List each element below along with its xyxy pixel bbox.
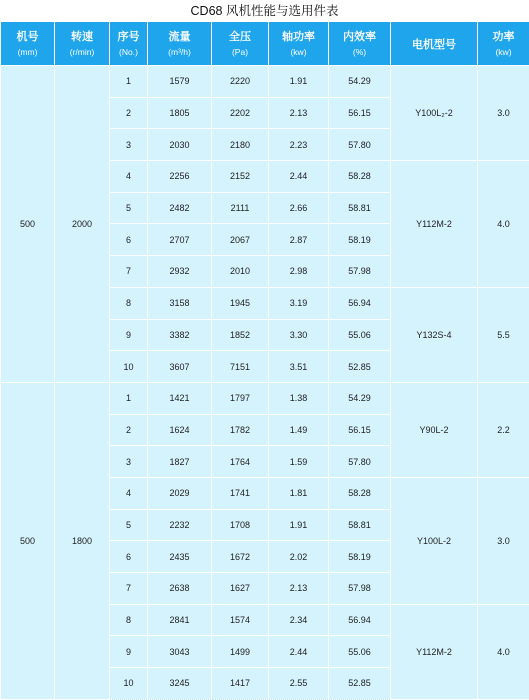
seq-cell: 1 — [110, 382, 148, 414]
header-power-unit: (kw) — [478, 46, 529, 58]
seq-cell: 1 — [110, 66, 148, 98]
machine-no-cell: 500 — [1, 66, 55, 383]
seq-cell: 10 — [110, 668, 148, 700]
efficiency-cell: 52.85 — [329, 668, 391, 700]
seq-cell: 6 — [110, 541, 148, 573]
seq-cell: 9 — [110, 636, 148, 668]
shaft-power-cell: 1.49 — [269, 414, 329, 446]
performance-table — [0, 21, 529, 700]
flow-cell: 2256 — [148, 161, 212, 193]
table-body — [1, 66, 529, 700]
efficiency-cell: 58.28 — [329, 477, 391, 509]
flow-cell: 2638 — [148, 573, 212, 605]
header-shaft-power-label: 轴功率 — [269, 30, 328, 44]
header-efficiency — [329, 22, 391, 66]
header-seq-label: 序号 — [110, 30, 147, 44]
motor-model-cell: Y100L-2 — [391, 477, 478, 604]
pressure-cell: 7151 — [212, 351, 269, 383]
efficiency-cell: 55.06 — [329, 319, 391, 351]
seq-cell: 5 — [110, 192, 148, 224]
header-speed-label: 转速 — [55, 30, 109, 44]
header-flow-label: 流量 — [148, 30, 211, 44]
pressure-cell: 1741 — [212, 477, 269, 509]
shaft-power-cell: 2.98 — [269, 256, 329, 288]
pressure-cell: 1672 — [212, 541, 269, 573]
pressure-cell: 1574 — [212, 604, 269, 636]
seq-cell: 6 — [110, 224, 148, 256]
shaft-power-cell: 1.81 — [269, 477, 329, 509]
motor-model-cell: Y132S-4 — [391, 287, 478, 382]
shaft-power-cell: 3.30 — [269, 319, 329, 351]
pressure-cell: 2152 — [212, 161, 269, 193]
header-efficiency-unit: (%) — [329, 46, 390, 58]
flow-cell: 2482 — [148, 192, 212, 224]
table-title: CD68 风机性能与选用件表 — [0, 0, 529, 22]
header-shaft-power-unit: (kw) — [269, 46, 328, 58]
pressure-cell: 1627 — [212, 573, 269, 605]
header-speed-unit: (r/min) — [55, 46, 109, 58]
motor-model-cell: Y90L-2 — [391, 382, 478, 477]
flow-cell: 2029 — [148, 477, 212, 509]
pressure-cell: 2220 — [212, 66, 269, 98]
efficiency-cell: 57.80 — [329, 446, 391, 478]
motor-model-cell: Y112M-2 — [391, 161, 478, 288]
flow-cell: 3043 — [148, 636, 212, 668]
header-seq — [110, 22, 148, 66]
pressure-cell: 2010 — [212, 256, 269, 288]
flow-cell: 3158 — [148, 287, 212, 319]
pressure-cell: 2180 — [212, 129, 269, 161]
header-pressure-unit: (Pa) — [212, 46, 268, 58]
pressure-cell: 1797 — [212, 382, 269, 414]
shaft-power-cell: 2.13 — [269, 97, 329, 129]
motor-model-cell: Y112M-2 — [391, 604, 478, 699]
efficiency-cell: 58.28 — [329, 161, 391, 193]
pressure-cell: 1764 — [212, 446, 269, 478]
seq-cell: 4 — [110, 161, 148, 193]
shaft-power-cell: 2.87 — [269, 224, 329, 256]
flow-cell: 3245 — [148, 668, 212, 700]
flow-cell: 2707 — [148, 224, 212, 256]
efficiency-cell: 56.15 — [329, 414, 391, 446]
flow-cell: 2841 — [148, 604, 212, 636]
seq-cell: 2 — [110, 414, 148, 446]
pressure-cell: 2111 — [212, 192, 269, 224]
header-machine-no — [1, 22, 55, 66]
shaft-power-cell: 3.51 — [269, 351, 329, 383]
header-power — [478, 22, 529, 66]
motor-model-cell: Y100L₂-2 — [391, 66, 478, 161]
header-shaft-power — [269, 22, 329, 66]
seq-cell: 2 — [110, 97, 148, 129]
flow-cell: 1624 — [148, 414, 212, 446]
header-seq-unit: (No.) — [110, 46, 147, 58]
header-machine-no-unit: (mm) — [1, 46, 54, 58]
pressure-cell: 2067 — [212, 224, 269, 256]
shaft-power-cell: 2.23 — [269, 129, 329, 161]
motor-power-cell: 3.0 — [478, 477, 529, 604]
seq-cell: 3 — [110, 446, 148, 478]
flow-cell: 2932 — [148, 256, 212, 288]
efficiency-cell: 57.98 — [329, 573, 391, 605]
pressure-cell: 1945 — [212, 287, 269, 319]
seq-cell: 8 — [110, 604, 148, 636]
flow-cell: 2435 — [148, 541, 212, 573]
flow-cell: 1805 — [148, 97, 212, 129]
speed-cell: 1800 — [55, 382, 110, 699]
shaft-power-cell: 2.44 — [269, 161, 329, 193]
header-flow — [148, 22, 212, 66]
header-motor-label: 电机型号 — [412, 39, 456, 51]
efficiency-cell: 57.98 — [329, 256, 391, 288]
efficiency-cell: 58.19 — [329, 224, 391, 256]
seq-cell: 3 — [110, 129, 148, 161]
seq-cell: 4 — [110, 477, 148, 509]
motor-power-cell: 5.5 — [478, 287, 529, 382]
shaft-power-cell: 1.91 — [269, 509, 329, 541]
efficiency-cell: 54.29 — [329, 382, 391, 414]
seq-cell: 8 — [110, 287, 148, 319]
efficiency-cell: 57.80 — [329, 129, 391, 161]
seq-cell: 7 — [110, 256, 148, 288]
flow-cell: 1421 — [148, 382, 212, 414]
machine-no-cell: 500 — [1, 382, 55, 699]
header-motor — [391, 22, 478, 66]
shaft-power-cell: 1.38 — [269, 382, 329, 414]
header-power-label: 功率 — [478, 30, 529, 44]
flow-cell: 3607 — [148, 351, 212, 383]
pressure-cell: 1852 — [212, 319, 269, 351]
pressure-cell: 1499 — [212, 636, 269, 668]
efficiency-cell: 56.94 — [329, 604, 391, 636]
motor-power-cell: 4.0 — [478, 161, 529, 288]
seq-cell: 10 — [110, 351, 148, 383]
flow-cell: 3382 — [148, 319, 212, 351]
efficiency-cell: 55.06 — [329, 636, 391, 668]
header-row — [1, 22, 529, 66]
motor-power-cell: 2.2 — [478, 382, 529, 477]
pressure-cell: 1417 — [212, 668, 269, 700]
pressure-cell: 1782 — [212, 414, 269, 446]
pressure-cell: 1708 — [212, 509, 269, 541]
header-pressure — [212, 22, 269, 66]
table-row — [1, 66, 529, 98]
flow-cell: 2030 — [148, 129, 212, 161]
shaft-power-cell: 2.66 — [269, 192, 329, 224]
efficiency-cell: 58.81 — [329, 192, 391, 224]
efficiency-cell: 56.15 — [329, 97, 391, 129]
header-pressure-label: 全压 — [212, 30, 268, 44]
speed-cell: 2000 — [55, 66, 110, 383]
pressure-cell: 2202 — [212, 97, 269, 129]
header-flow-unit: (m³/h) — [148, 46, 211, 58]
efficiency-cell: 54.29 — [329, 66, 391, 98]
shaft-power-cell: 2.13 — [269, 573, 329, 605]
efficiency-cell: 52.85 — [329, 351, 391, 383]
seq-cell: 7 — [110, 573, 148, 605]
table-row — [1, 382, 529, 414]
header-machine-no-label: 机号 — [1, 30, 54, 44]
efficiency-cell: 56.94 — [329, 287, 391, 319]
shaft-power-cell: 2.34 — [269, 604, 329, 636]
shaft-power-cell: 1.91 — [269, 66, 329, 98]
header-speed — [55, 22, 110, 66]
shaft-power-cell: 1.59 — [269, 446, 329, 478]
header-efficiency-label: 内效率 — [329, 30, 390, 44]
seq-cell: 5 — [110, 509, 148, 541]
efficiency-cell: 58.19 — [329, 541, 391, 573]
seq-cell: 9 — [110, 319, 148, 351]
flow-cell: 1827 — [148, 446, 212, 478]
flow-cell: 2232 — [148, 509, 212, 541]
efficiency-cell: 58.81 — [329, 509, 391, 541]
flow-cell: 1579 — [148, 66, 212, 98]
motor-power-cell: 3.0 — [478, 66, 529, 161]
shaft-power-cell: 2.02 — [269, 541, 329, 573]
shaft-power-cell: 2.55 — [269, 668, 329, 700]
shaft-power-cell: 3.19 — [269, 287, 329, 319]
motor-power-cell: 4.0 — [478, 604, 529, 699]
shaft-power-cell: 2.44 — [269, 636, 329, 668]
